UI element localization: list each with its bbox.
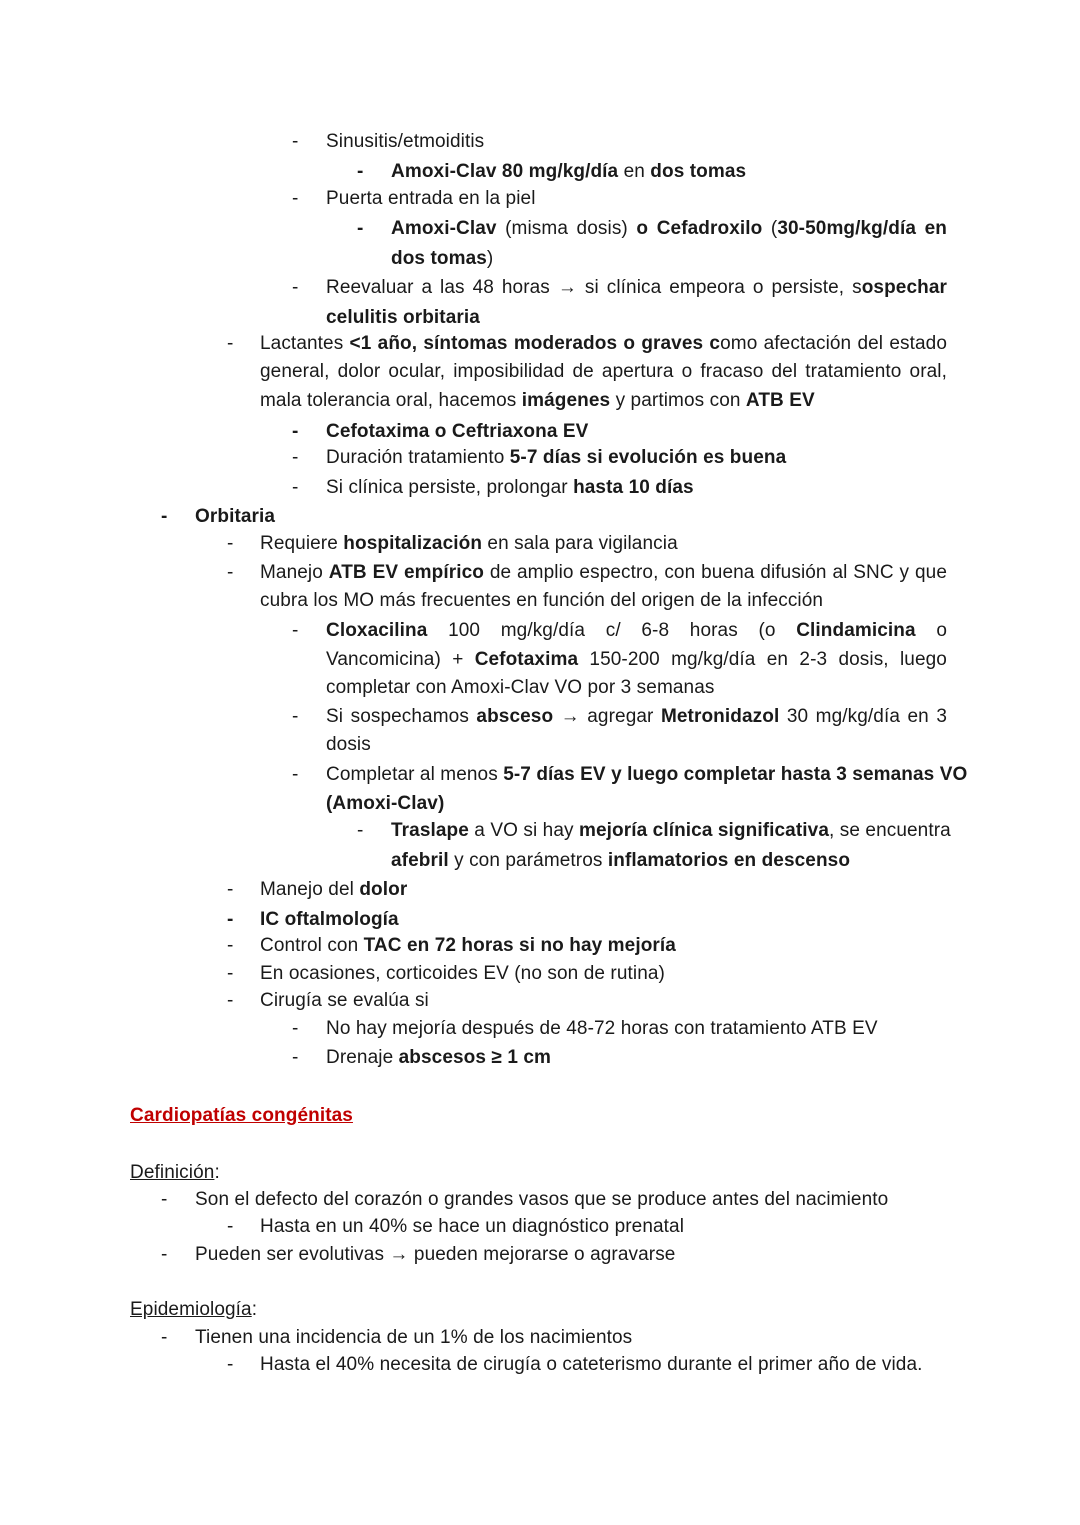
list-item: No hay mejoría después de 48-72 horas con tratamiento ATB EV [326, 1018, 878, 1039]
bullet: - [292, 131, 299, 152]
bullet: - [227, 909, 234, 930]
list-item: Amoxi-Clav (misma dosis) o Cefadroxilo (30-50mg/kg/día en [391, 218, 947, 239]
list-item: Si sospechamos absceso → agregar Metronidazol 30 mg/kg/día en 3 [326, 706, 947, 727]
list-item-cont: Vancomicina) + Cefotaxima 150-200 mg/kg/día en 2-3 dosis, luego [326, 649, 947, 670]
list-item-cont: cubra los MO más frecuentes en función del origen de la infección [260, 590, 824, 611]
list-item: Control con TAC en 72 horas si no hay mejoría [260, 935, 676, 956]
bullet: - [227, 963, 234, 984]
bullet: - [292, 277, 299, 298]
bullet: - [357, 820, 364, 841]
section-heading: Cardiopatías congénitas [130, 1105, 353, 1126]
bullet: - [292, 620, 299, 641]
bullet: - [292, 764, 299, 785]
list-item: Si clínica persiste, prolongar hasta 10 días [326, 477, 694, 498]
list-item: Amoxi-Clav 80 mg/kg/día en dos tomas [391, 161, 747, 182]
bullet: - [161, 1244, 168, 1265]
bullet: - [227, 935, 234, 956]
bullet: - [292, 706, 299, 727]
list-item-cont: (Amoxi-Clav) [326, 793, 445, 814]
list-item: Reevaluar a las 48 horas → si clínica empeora o persiste, sospechar [326, 277, 947, 298]
bullet: - [292, 188, 299, 209]
bullet: - [357, 218, 364, 239]
list-item-cont: mala tolerancia oral, hacemos imágenes y partimos con ATB EV [260, 390, 815, 411]
bullet: - [161, 1327, 168, 1348]
list-item: Cloxacilina 100 mg/kg/día c/ 6-8 horas (o Clindamicina o [326, 620, 947, 641]
section-title: Orbitaria [195, 506, 276, 527]
bullet: - [292, 447, 299, 468]
list-item: Tienen una incidencia de un 1% de los nacimientos [195, 1327, 633, 1348]
list-item: Manejo ATB EV empírico de amplio espectro, con buena difusión al SNC y que [260, 562, 948, 583]
bullet: - [161, 1189, 168, 1210]
list-item: Cefotaxima o Ceftriaxona EV [326, 421, 589, 442]
list-item-cont: dos tomas) [391, 248, 494, 269]
list-item: Hasta el 40% necesita de cirugía o cateterismo durante el primer año de vida. [260, 1354, 923, 1375]
bullet: - [227, 990, 234, 1011]
list-item-cont: completar con Amoxi-Clav VO por 3 semanas [326, 677, 715, 698]
list-item: En ocasiones, corticoides EV (no son de rutina) [260, 963, 665, 984]
bullet: - [292, 477, 299, 498]
bullet: - [292, 1047, 299, 1068]
list-item: Puerta entrada en la piel [326, 188, 536, 209]
bullet: - [292, 421, 299, 442]
subheading-definicion: Definición: [130, 1162, 220, 1183]
bullet: - [227, 1354, 234, 1375]
list-item: Requiere hospitalización en sala para vigilancia [260, 533, 678, 554]
list-item: Traslape a VO si hay mejoría clínica significativa, se encuentra [391, 820, 951, 841]
list-item-cont: dosis [326, 734, 371, 755]
list-item: Son el defecto del corazón o grandes vasos que se produce antes del nacimiento [195, 1189, 889, 1210]
bullet: - [227, 1216, 234, 1237]
list-item: Sinusitis/etmoiditis [326, 131, 485, 152]
list-item: Drenaje abscesos ≥ 1 cm [326, 1047, 552, 1068]
list-item: Duración tratamiento 5-7 días si evolución es buena [326, 447, 787, 468]
bullet: - [357, 161, 364, 182]
list-item: IC oftalmología [260, 909, 399, 930]
list-item: Hasta en un 40% se hace un diagnóstico prenatal [260, 1216, 685, 1237]
list-item-cont: general, dolor ocular, imposibilidad de apertura o fracaso del tratamiento oral, [260, 361, 947, 382]
subheading-epidemiologia: Epidemiología: [130, 1299, 258, 1320]
list-item: Pueden ser evolutivas → pueden mejorarse o agravarse [195, 1244, 676, 1265]
bullet: - [227, 879, 234, 900]
bullet: - [161, 506, 168, 527]
list-item-cont: afebril y con parámetros inflamatorios en descenso [391, 850, 851, 871]
list-item: Manejo del dolor [260, 879, 408, 900]
bullet: - [227, 333, 234, 354]
list-item: Lactantes <1 año, síntomas moderados o graves como afectación del estado [260, 333, 948, 354]
bullet: - [227, 562, 234, 583]
bullet: - [227, 533, 234, 554]
list-item-cont: celulitis orbitaria [326, 307, 480, 328]
list-item: Completar al menos 5-7 días EV y luego completar hasta 3 semanas VO [326, 764, 968, 785]
bullet: - [292, 1018, 299, 1039]
list-item: Cirugía se evalúa si [260, 990, 429, 1011]
